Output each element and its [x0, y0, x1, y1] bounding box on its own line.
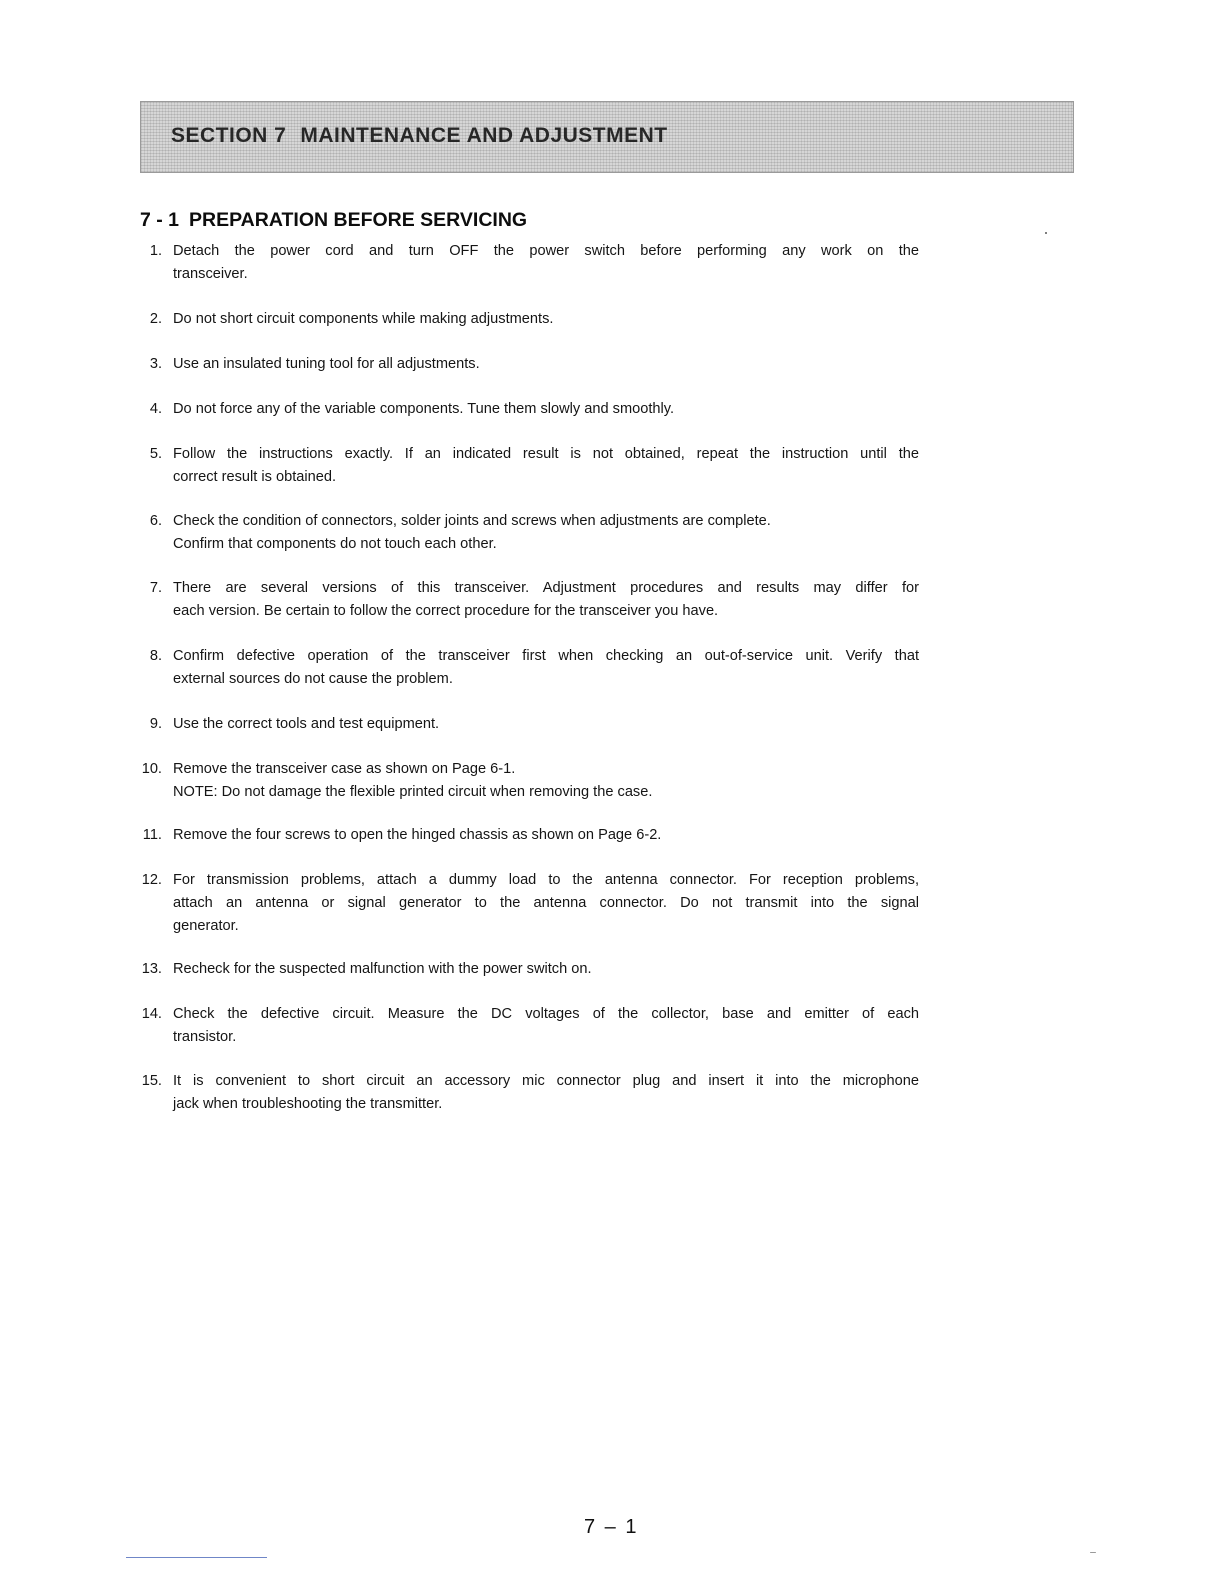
- item-text: [173, 1070, 919, 1116]
- item-text: [173, 824, 919, 847]
- item-number: 3.: [149, 356, 162, 372]
- item-text-line: Detach the power cord and turn OFF the power switch before performing any work on the: [173, 243, 919, 259]
- item-text-line: Use an insulated tuning tool for all adjustments.: [173, 356, 480, 372]
- item-text-line: Use the correct tools and test equipment.: [173, 716, 440, 732]
- item-text-line: Confirm that components do not touch each other.: [173, 536, 497, 552]
- item-text-line: Remove the transceiver case as shown on Page 6-1.: [173, 761, 516, 777]
- item-text-line: There are several versions of this transceiver. Adjustment procedures and results may differ for: [173, 580, 919, 596]
- list-item: [140, 1070, 920, 1116]
- item-number: 15.: [141, 1073, 162, 1089]
- item-text: [173, 353, 919, 376]
- item-text-line: external sources do not cause the problem.: [173, 671, 453, 687]
- page-number: 7 – 1: [584, 1516, 639, 1538]
- item-text-line: Recheck for the suspected malfunction with the power switch on.: [173, 961, 592, 977]
- item-text: [173, 758, 919, 804]
- list-item: [140, 824, 920, 847]
- item-number: 2.: [149, 311, 162, 327]
- item-text-line: Do not short circuit components while making adjustments.: [173, 311, 554, 327]
- section-title: MAINTENANCE AND ADJUSTMENT: [300, 124, 668, 147]
- list-item: [140, 958, 920, 981]
- item-text: [173, 510, 919, 556]
- item-text: [173, 713, 919, 736]
- list-item: [140, 869, 920, 938]
- item-text-line: generator.: [173, 918, 239, 934]
- item-text-line: Check the defective circuit. Measure the DC voltages of the collector, base and emitter of each: [173, 1006, 919, 1022]
- subsection-number: 7 - 1: [140, 209, 180, 231]
- list-item: [140, 1003, 920, 1049]
- item-text: [173, 240, 919, 286]
- item-text-line: Follow the instructions exactly. If an indicated result is not obtained, repeat the instruction until the: [173, 446, 919, 462]
- item-text: [173, 443, 919, 489]
- item-text: [173, 958, 919, 981]
- item-text-line: Do not force any of the variable components. Tune them slowly and smoothly.: [173, 401, 675, 417]
- item-text-line: attach an antenna or signal generator to the antenna connector. Do not transmit into the signal: [173, 895, 919, 911]
- item-text: [173, 577, 919, 623]
- item-text: [173, 1003, 919, 1049]
- item-text-line: Remove the four screws to open the hinged chassis as shown on Page 6-2.: [173, 827, 662, 843]
- list-item: [140, 308, 920, 331]
- item-text: [173, 398, 919, 421]
- list-item: [140, 713, 920, 736]
- item-number: 4.: [149, 401, 162, 417]
- item-number: 11.: [142, 827, 162, 843]
- item-text-line: transceiver.: [173, 266, 248, 282]
- item-number: 8.: [149, 648, 162, 664]
- subsection-title: PREPARATION BEFORE SERVICING: [189, 209, 528, 231]
- item-number: 7.: [149, 580, 162, 596]
- scan-speck: [1045, 232, 1047, 234]
- item-text-line: It is convenient to short circuit an accessory mic connector plug and insert it into the microphone: [173, 1073, 919, 1089]
- list-item: [140, 645, 920, 691]
- item-text: [173, 308, 919, 331]
- item-number: 6.: [149, 513, 162, 529]
- item-text-line: Check the condition of connectors, solder joints and screws when adjustments are complete.: [173, 513, 771, 529]
- item-text: [173, 869, 919, 938]
- section-label: SECTION 7: [171, 124, 287, 147]
- list-item: [140, 443, 920, 489]
- item-number: 5.: [149, 446, 162, 462]
- list-item: [140, 577, 920, 623]
- item-text-note: NOTE: Do not damage the flexible printed circuit when removing the case.: [173, 784, 653, 800]
- list-item: [140, 353, 920, 376]
- item-text-line: Confirm defective operation of the transceiver first when checking an out-of-service unit. Verify that: [173, 648, 919, 664]
- item-text-line: each version. Be certain to follow the correct procedure for the transceiver you have.: [173, 603, 719, 619]
- item-number: 1.: [149, 243, 162, 259]
- item-number: 9.: [149, 716, 162, 732]
- scan-speck: [1090, 1552, 1096, 1553]
- item-text-line: transistor.: [173, 1029, 237, 1045]
- list-item: [140, 758, 920, 804]
- item-text-line: correct result is obtained.: [173, 469, 337, 485]
- item-text-line: jack when troubleshooting the transmitter.: [173, 1096, 443, 1112]
- list-item: [140, 398, 920, 421]
- scan-edge-line: [126, 1557, 267, 1558]
- list-item: [140, 510, 920, 556]
- item-text-line: For transmission problems, attach a dummy load to the antenna connector. For reception problems,: [173, 872, 919, 888]
- list-item: [140, 240, 920, 286]
- item-number: 10.: [141, 761, 162, 777]
- item-number: 14.: [141, 1006, 162, 1022]
- item-text: [173, 645, 919, 691]
- item-number: 12.: [141, 872, 162, 888]
- item-number: 13.: [141, 961, 162, 977]
